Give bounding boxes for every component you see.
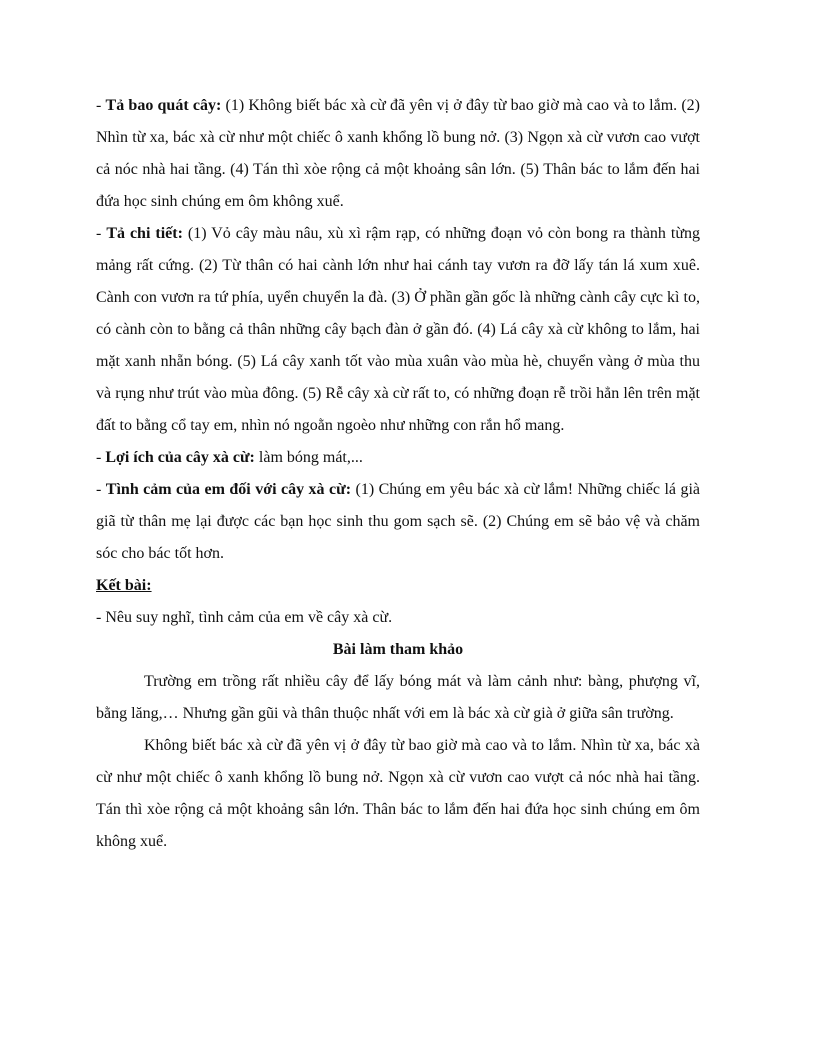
item-text: (1) Vỏ cây màu nâu, xù xì rậm rạp, có những đoạn vỏ còn bong ra thành từng mảng rất cứng. (2) Từ thân có hai cành lớn như hai cánh tay vươn ra đỡ lấy tán lá xum xuê. Cành con vươn ra tứ phía, uyển chuyển la đà. (3) Ở phần gần gốc là những cành cây cực kì to, có cành còn to bằng cả thân những cây bạch đàn ở gần đó. (4) Lá cây xà cừ không to lắm, hai mặt xanh nhẵn bóng. (5) Lá cây xanh tốt vào mùa xuân vào mùa hè, chuyển vàng ở mùa thu và rụng như trút vào mùa đông. (5) Rễ cây xà cừ rất to, có những đoạn rễ trồi hẳn lên trên mặt đất to bằng cổ tay em, nhìn nó ngoằn ngoèo như những con rắn hổ mang. (96, 225, 701, 434)
item-label: Tả bao quát cây: (105, 97, 222, 114)
ket-bai-heading: Kết bài: (96, 577, 152, 594)
essay-paragraph-2: Không biết bác xà cừ đã yên vị ở đây từ bao giờ mà cao và to lắm. Nhìn từ xa, bác xà cừ như một chiếc ô xanh khổng lồ bung nở. Ngọn xà cừ vươn cao vượt cả nóc nhà hai tầng. Tán thì xòe rộng cả một khoảng sân lớn. Thân bác to lắm đến hai đứa học sinh chúng em ôm không xuể. (96, 737, 700, 850)
item-label: Lợi ích của cây xà cừ: (105, 449, 255, 466)
essay-paragraph-1: Trường em trồng rất nhiều cây để lấy bóng mát và làm cảnh như: bàng, phượng vĩ, bằng lăng,… Nhưng gần gũi và thân thuộc nhất với em là bác xà cừ già ở giữa sân trường. (96, 673, 700, 722)
item-label: Tình cảm của em đối với cây xà cừ: (105, 481, 352, 498)
item-text: (1) Chúng em yêu bác xà cừ lắm! Những chiếc lá già giã từ thân mẹ lại được các bạn học sinh thu gom sạch sẽ. (2) Chúng em sẽ bảo vệ và chăm sóc cho bác tốt hơn. (96, 481, 700, 562)
item-dash: - (96, 449, 106, 466)
bai-lam-title: Bài làm tham khảo (332, 641, 464, 658)
item-dash: - (96, 225, 107, 242)
item-loi-ich (96, 442, 700, 474)
document-page (96, 90, 700, 858)
item-text: (1) Không biết bác xà cừ đã yên vị ở đây từ bao giờ mà cao và to lắm. (2) Nhìn từ xa, bác xà cừ như một chiếc ô xanh khổng lồ bung nở. (3) Ngọn xà cừ vươn cao vượt cả nóc nhà hai tầng. (4) Tán thì xòe rộng cả một khoảng sân lớn. (5) Thân bác to lắm đến hai đứa học sinh chúng em ôm không xuể. (96, 97, 701, 210)
item-tinh-cam (96, 474, 700, 570)
item-ta-chi-tiet (96, 218, 700, 442)
item-label: Tả chi tiết: (106, 225, 183, 242)
item-ta-bao-quat (96, 90, 700, 218)
item-dash: - (96, 481, 106, 498)
item-text: làm bóng mát,... (254, 449, 363, 466)
item-dash: - (96, 97, 106, 114)
ket-bai-item: - Nêu suy nghĩ, tình cảm của em về cây xà cừ. (96, 609, 393, 626)
